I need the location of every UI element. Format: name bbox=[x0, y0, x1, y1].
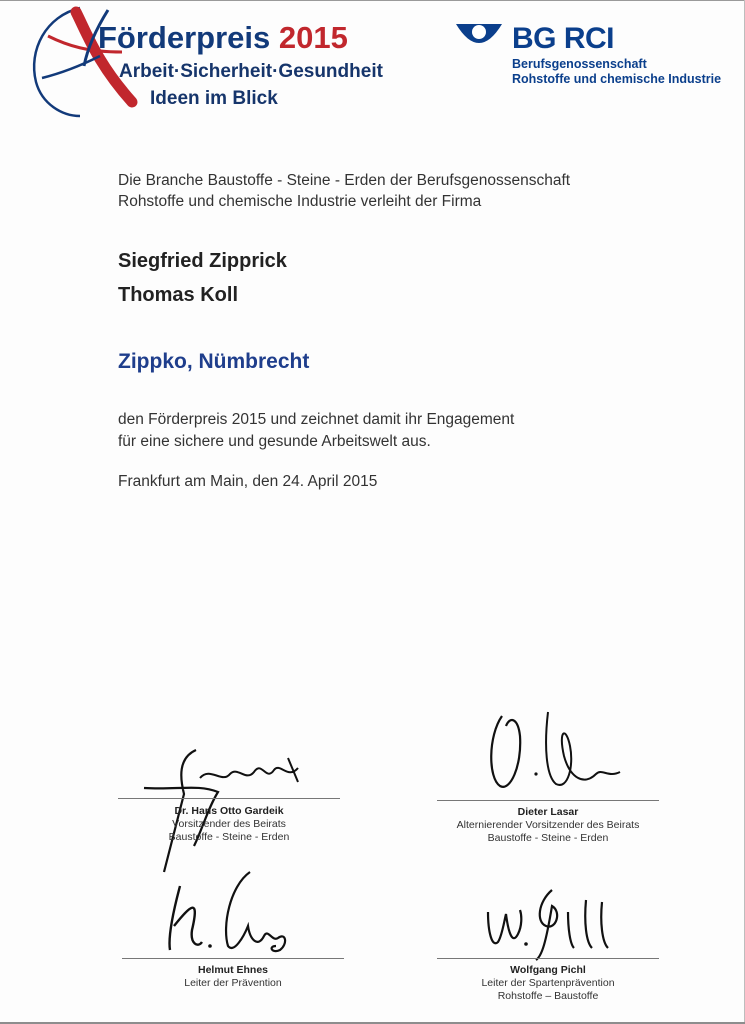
signatory-role: Leiter der Prävention bbox=[184, 977, 282, 989]
signatory-role: Leiter der Spartenprävention bbox=[481, 977, 615, 989]
signatory-role: Baustoffe - Steine - Erden bbox=[168, 831, 290, 843]
award-subtitle-1: Arbeit·Sicherheit·Gesundheit bbox=[119, 61, 383, 82]
signature-line-4 bbox=[437, 958, 659, 959]
bg-rci-full-name-line2: Rohstoffe und chemische Industrie bbox=[512, 72, 722, 86]
award-line-1: den Förderpreis 2015 und zeichnet damit ihr Engagement bbox=[118, 411, 515, 428]
signatory-role: Baustoffe - Steine - Erden bbox=[487, 832, 609, 844]
award-title-main: Förderpreis bbox=[98, 20, 271, 55]
intro-line-1: Die Branche Baustoffe - Steine - Erden der Berufsgenossenschaft bbox=[118, 172, 571, 189]
signatory-role: Alternierender Vorsitzender des Beirats bbox=[456, 819, 640, 831]
signatory-role: Vorsitzender des Beirats bbox=[172, 818, 286, 830]
recipient-name: Siegfried Zipprick bbox=[118, 250, 287, 272]
bg-rci-emblem-icon bbox=[456, 22, 502, 56]
handwritten-signature-4 bbox=[482, 882, 612, 962]
intro-line-2: Rohstoffe und chemische Industrie verleiht der Firma bbox=[118, 193, 482, 210]
signatory-name: Dr. Hans Otto Gardeik bbox=[174, 805, 284, 817]
signature-line-3 bbox=[122, 958, 344, 959]
bg-rci-full-name-line1: Berufsgenossenschaft bbox=[512, 57, 647, 71]
signatory-name: Helmut Ehnes bbox=[197, 964, 268, 976]
award-subtitle-2: Ideen im Blick bbox=[150, 88, 278, 109]
signatory-name: Wolfgang Pichl bbox=[510, 964, 586, 976]
signature-line-2 bbox=[437, 800, 659, 801]
award-title-year: 2015 bbox=[278, 20, 348, 55]
handwritten-signature-3 bbox=[160, 866, 300, 956]
bg-rci-short-name: BG RCI bbox=[512, 22, 614, 55]
award-line-2: für eine sichere und gesunde Arbeitswelt aus. bbox=[118, 433, 431, 450]
signatory-name: Dieter Lasar bbox=[517, 806, 579, 818]
handwritten-signature-2 bbox=[484, 706, 634, 801]
recipient-name: Thomas Koll bbox=[118, 284, 239, 306]
company-name: Zippko, Nümbrecht bbox=[118, 350, 310, 373]
place-and-date: Frankfurt am Main, den 24. April 2015 bbox=[118, 473, 378, 490]
award-title bbox=[98, 20, 348, 56]
signature-line-1 bbox=[118, 798, 340, 799]
signatory-role: Rohstoffe – Baustoffe bbox=[497, 990, 599, 1002]
page-edge-top bbox=[0, 0, 745, 1]
